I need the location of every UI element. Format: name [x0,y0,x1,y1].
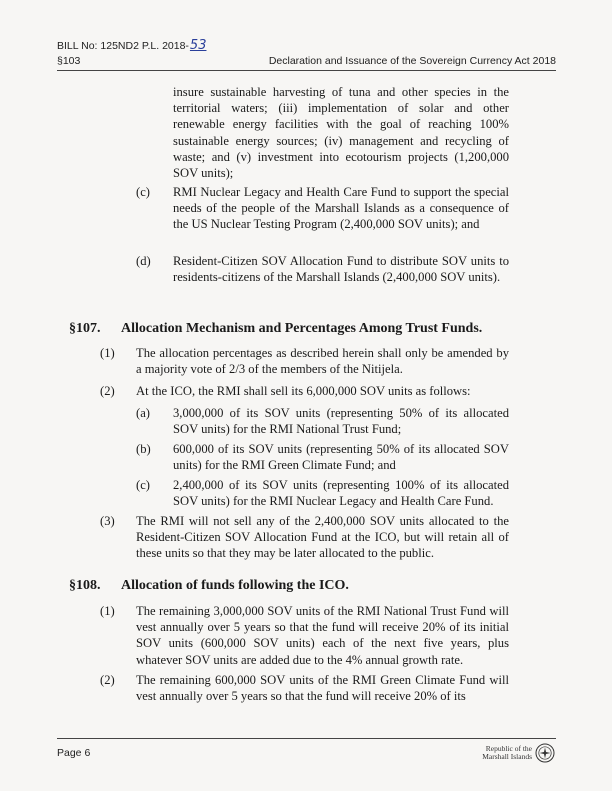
bill-number [57,38,206,53]
header-section: §103 [57,55,81,67]
subitem-label: (c) [136,478,150,492]
item-text: Resident-Citizen SOV Allocation Fund to distribute SOV units to residents-citizens of the Marshall Islands (2,400,000 SOV units). [173,254,509,285]
section-title: Allocation of funds following the ICO. [121,578,349,593]
act-title: Declaration and Issuance of the Sovereign Currency Act 2018 [268,55,556,67]
paragraph-label: (1) [100,604,115,618]
section-title: Allocation Mechanism and Percentages Among Trust Funds. [121,321,483,336]
paragraph-label: (2) [100,673,115,687]
paragraph-text: The remaining 600,000 SOV units of the RMI Green Climate Fund will vest annually over 5 years so that the fund will receive 20% of its [136,673,509,704]
page-number: Page 6 [57,747,91,759]
subitem-text: 3,000,000 of its SOV units (representing 50% of its allocated SOV units) for the RMI National Trust Fund; [173,406,509,437]
paragraph-text: The remaining 3,000,000 SOV units of the RMI National Trust Fund will vest annually over 5 years so that the fund will receive 20% of its initial SOV units (600,000 SOV units) each of the next five years, plus whatever SOV units are added due to the 4% annual growth rate. [136,604,509,667]
continuation-paragraph: insure sustainable harvesting of tuna and other species in the territorial waters; (iii) implementation of solar and other renewable energy facilities with the goal of reaching 100% sustainable energy sources; (iv) management and recycling of waste; and (v) investment into ecotourism projects (1,200,000 SOV units); [173,85,509,181]
subitem-text: 600,000 of its SOV units (representing 50% of its allocated SOV units) for the RMI Green Climate Fund; and [173,442,509,473]
section-number: §107. [69,321,101,336]
paragraph-label: (2) [100,384,115,398]
footer-divider [57,738,556,739]
item-text: RMI Nuclear Legacy and Health Care Fund to support the special needs of the people of the Marshall Islands as a consequence of the US Nuclear Testing Program (2,400,000 SOV units); and [173,185,509,232]
bill-number-text: BILL No: 125ND2 P.L. 2018- [57,40,189,52]
paragraph-text: The allocation percentages as described herein shall only be amended by a majority vote of 2/3 of the members of the Nitijela. [136,346,509,377]
item-label: (d) [136,254,151,268]
section-108-heading [69,578,509,596]
section-107-heading [69,321,509,339]
paragraph-text: The RMI will not sell any of the 2,400,000 SOV units allocated to the Resident-Citizen SOV Allocation Fund at the ICO, but will retain all of these units so that they may be later allocated to the public. [136,514,509,561]
republic-label [482,745,532,761]
paragraph-label: (1) [100,346,115,360]
subitem-label: (b) [136,442,151,456]
section-number: §108. [69,578,101,593]
handwritten-bill-number: 53 [189,38,207,53]
seal-icon [535,743,555,763]
paragraph-text: At the ICO, the RMI shall sell its 6,000,000 SOV units as follows: [136,384,471,398]
republic-line-1: Republic of the [485,744,532,753]
item-label: (c) [136,185,150,199]
republic-line-2: Marshall Islands [482,752,532,761]
subitem-text: 2,400,000 of its SOV units (representing 100% of its allocated SOV units) for the RMI Nuclear Legacy and Health Care Fund. [173,478,509,509]
subitem-label: (a) [136,406,150,420]
header-divider [57,70,556,71]
paragraph-label: (3) [100,514,115,528]
